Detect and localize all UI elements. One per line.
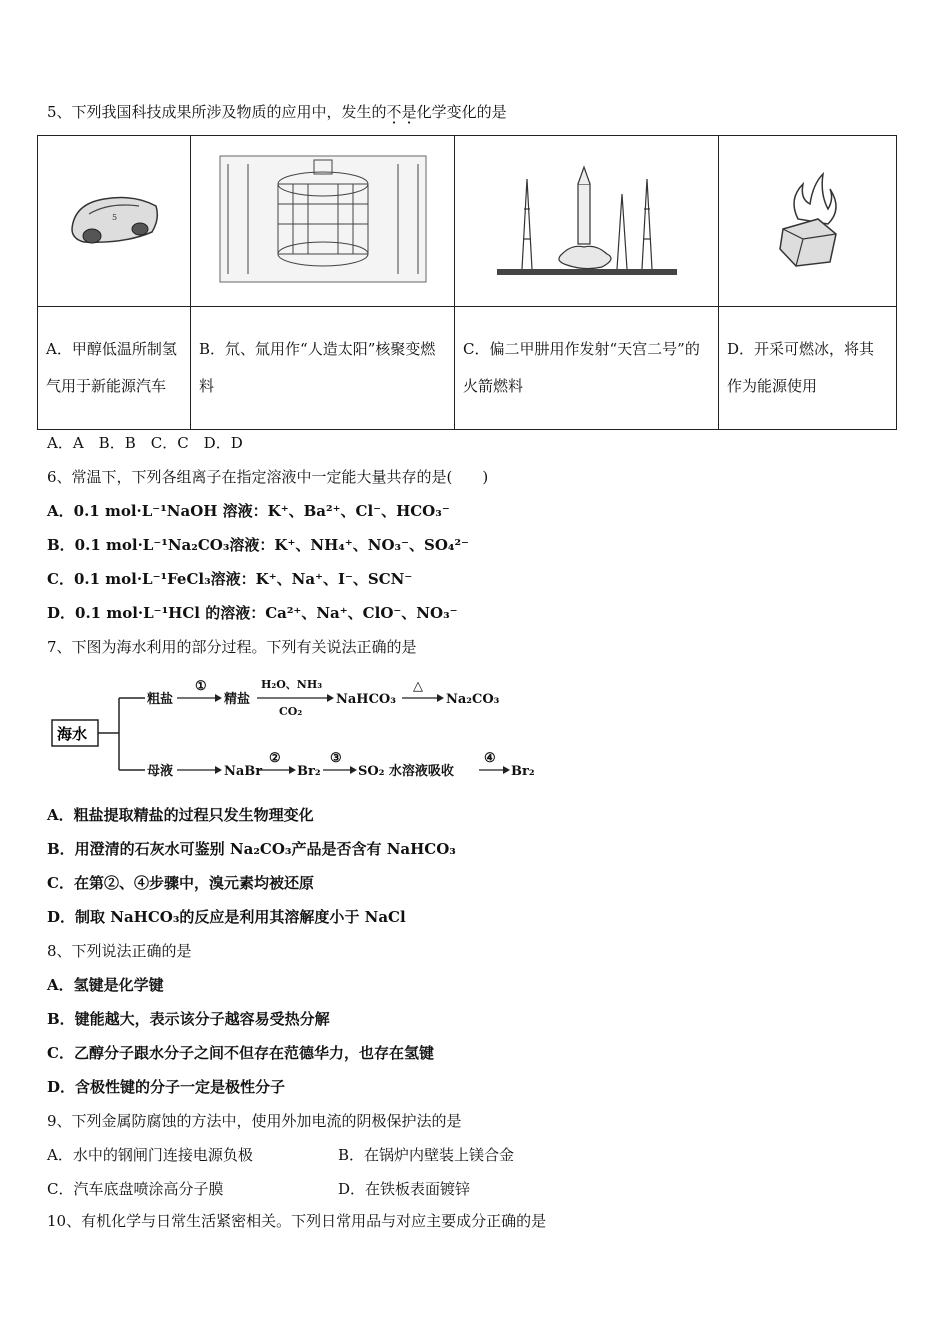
q9-stem: 9、下列金属防腐蚀的方法中，使用外加电流的阴极保护法的是 [47,1112,462,1130]
flow-bottom-0: 母液 [147,764,174,779]
option-a-text: A．甲醇低温所制氢气用于新能源汽车 [38,307,191,430]
q6-option-d: D．0.1 mol·L⁻¹HCl 的溶液：Ca²⁺、Na⁺、ClO⁻、NO₃⁻ [47,604,458,622]
flow-top-6: △ [413,679,423,694]
option-a-image [38,136,191,307]
q8-option-b: B．键能越大，表示该分子越容易受热分解 [47,1010,330,1028]
q9-option-c: C．汽车底盘喷涂高分子膜 [47,1180,224,1198]
flow-top-4: CO₂ [279,705,303,718]
seawater-flow-diagram [47,668,537,790]
q5-stem: 5、下列我国科技成果所涉及物质的应用中，发生的不是化学变化的是 [47,103,507,121]
flow-bottom-1: NaBr [224,764,263,779]
q9-option-a: A．水中的钢闸门连接电源负极 [47,1146,253,1164]
q7-option-b: B．用澄清的石灰水可鉴别 Na₂CO₃产品是否含有 NaHCO₃ [47,840,456,858]
option-d-text: D．开采可燃冰，将其作为能源使用 [719,307,897,430]
option-b-text: B．氘、氚用作“人造太阳”核聚变燃料 [191,307,455,430]
q6-option-a: A．0.1 mol·L⁻¹NaOH 溶液：K⁺、Ba²⁺、Cl⁻、HCO₃⁻ [47,502,450,520]
q7-option-c: C．在第②、④步骤中，溴元素均被还原 [47,874,314,892]
flow-source: 海水 [57,725,88,743]
q7-stem: 7、下图为海水利用的部分过程。下列有关说法正确的是 [47,638,417,656]
reactor-icon [218,154,428,284]
q6-stem: 6、常温下，下列各组离子在指定溶液中一定能大量共存的是( ) [47,468,489,486]
q6-option-c: C．0.1 mol·L⁻¹FeCl₃溶液：K⁺、Na⁺、I⁻、SCN⁻ [47,570,413,588]
burning-ice-icon [768,164,848,274]
car-icon [64,184,164,254]
flow-top-3: H₂O、NH₃ [261,678,323,691]
q8-stem: 8、下列说法正确的是 [47,942,192,960]
flow-bottom-2: ② [269,751,281,766]
flow-top-1: ① [195,679,207,694]
q8-option-d: D．含极性键的分子一定是极性分子 [47,1078,286,1096]
flow-top-5: NaHCO₃ [336,692,396,707]
q7-option-a: A．粗盐提取精盐的过程只发生物理变化 [47,806,314,824]
option-c-text: C．偏二甲肼用作发射“天宫二号”的火箭燃料 [455,307,719,430]
option-d-image [719,136,897,307]
rocket-icon [492,159,682,279]
flow-bottom-7: Br₂ [511,764,535,779]
q9-option-b: B．在锅炉内壁装上镁合金 [338,1146,515,1164]
option-b-image [191,136,455,307]
q5-answers: A．A B．B C．C D．D [47,434,243,452]
flow-top-2: 精盐 [224,692,251,707]
flow-bottom-5: SO₂ 水溶液吸收 [358,764,454,779]
q8-option-c: C．乙醇分子跟水分子之间不但存在范德华力，也存在氢键 [47,1044,434,1062]
svg-text:5: 5 [112,213,118,222]
q8-option-a: A．氢键是化学键 [47,976,164,994]
q10-stem: 10、有机化学与日常生活紧密相关。下列日常用品与对应主要成分正确的是 [47,1212,547,1230]
q5-options-table [37,135,897,430]
flow-bottom-6: ④ [484,751,496,766]
q9-option-d: D．在铁板表面镀锌 [338,1180,471,1198]
flow-bottom-4: ③ [330,751,342,766]
q7-option-d: D．制取 NaHCO₃的反应是利用其溶解度小于 NaCl [47,908,406,926]
option-c-image [455,136,719,307]
flow-bottom-3: Br₂ [297,764,321,779]
flow-top-7: Na₂CO₃ [446,692,500,707]
flow-top-0: 粗盐 [147,692,174,707]
q6-option-b: B．0.1 mol·L⁻¹Na₂CO₃溶液：K⁺、NH₄⁺、NO₃⁻、SO₄²⁻ [47,536,469,554]
